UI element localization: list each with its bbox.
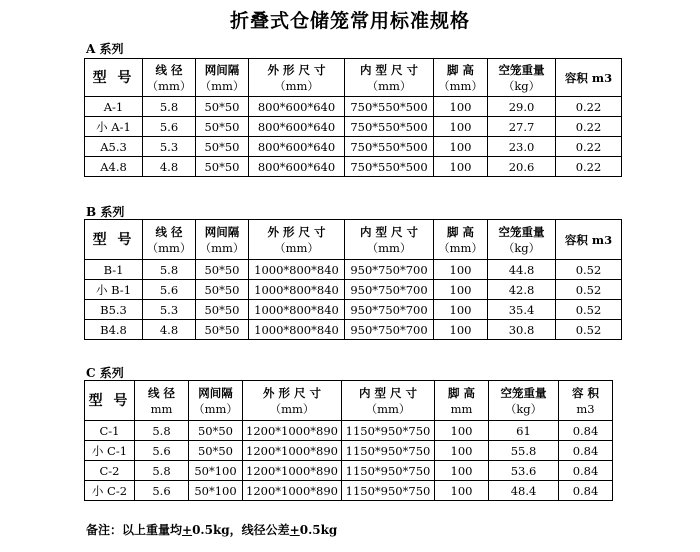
cell-outer: 1200*1000*890: [243, 441, 342, 461]
cell-volume: 0.22: [556, 137, 622, 157]
cell-wire: 5.8: [135, 461, 189, 481]
cell-wire: 5.8: [143, 260, 196, 280]
cell-mesh: 50*50: [196, 280, 249, 300]
table-row: [85, 481, 613, 501]
cell-volume: 0.84: [559, 441, 613, 461]
cell-foot: 100: [434, 300, 488, 320]
cell-weight: 30.8: [488, 320, 556, 340]
cell-foot: 100: [435, 461, 489, 481]
header-volume: 容积 m3: [556, 220, 622, 260]
cell-outer: 1000*800*840: [249, 280, 345, 300]
table-row: [85, 441, 613, 461]
cell-wire: 5.8: [135, 421, 189, 441]
cell-model: B-1: [85, 260, 143, 280]
cell-foot: 100: [434, 117, 488, 137]
table-row: [85, 260, 622, 280]
cell-foot: 100: [434, 260, 488, 280]
header-volume: 容积 m3: [556, 59, 622, 97]
cell-mesh: 50*50: [189, 421, 243, 441]
cell-inner: 1150*950*750: [342, 481, 435, 501]
cell-foot: 100: [434, 280, 488, 300]
cell-foot: 100: [435, 421, 489, 441]
header-wire: 线 径 （mm）: [143, 59, 196, 97]
cell-inner: 1150*950*750: [342, 421, 435, 441]
header-inner-size: 内 型 尺 寸 （mm）: [342, 381, 435, 421]
header-mesh: 网间隔 （mm）: [196, 220, 249, 260]
cell-volume: 0.84: [559, 461, 613, 481]
table-row: [85, 117, 622, 137]
table-row: [85, 320, 622, 340]
header-mesh: 网间隔 （mm）: [196, 59, 249, 97]
cell-inner: 950*750*700: [345, 300, 434, 320]
cell-weight: 29.0: [488, 97, 556, 117]
cell-mesh: 50*100: [189, 461, 243, 481]
cell-wire: 5.6: [143, 280, 196, 300]
cell-weight: 42.8: [488, 280, 556, 300]
footnote-weight-tolerance: 0.5kg，线径公差: [192, 523, 290, 537]
header-wire: 线 径 mm: [135, 381, 189, 421]
cell-mesh: 50*50: [189, 441, 243, 461]
cell-weight: 48.4: [489, 481, 559, 501]
header-empty-weight: 空笼重量 （kg）: [488, 220, 556, 260]
cell-outer: 800*600*640: [249, 97, 345, 117]
cell-model: A-1: [85, 97, 143, 117]
header-model: 型 号: [85, 59, 143, 97]
cell-volume: 0.84: [559, 481, 613, 501]
cell-model: A5.3: [85, 137, 143, 157]
cell-foot: 100: [435, 481, 489, 501]
cell-model: 小 B-1: [85, 280, 143, 300]
cell-mesh: 50*50: [196, 320, 249, 340]
cell-foot: 100: [435, 441, 489, 461]
cell-model: 小 C-2: [85, 481, 135, 501]
cell-wire: 4.8: [143, 320, 196, 340]
header-wire: 线 径 （mm）: [143, 220, 196, 260]
cell-inner: 950*750*700: [345, 260, 434, 280]
cell-volume: 0.52: [556, 260, 622, 280]
plus-minus-sign: +: [289, 523, 300, 537]
table-row: [85, 280, 622, 300]
table-header-row: [85, 220, 622, 260]
cell-outer: 1000*800*840: [249, 260, 345, 280]
header-model: 型 号: [85, 381, 135, 421]
header-inner-size: 内 型 尺 寸 （mm）: [345, 59, 434, 97]
cell-outer: 1200*1000*890: [243, 481, 342, 501]
cell-outer: 1200*1000*890: [243, 421, 342, 441]
cell-model: C-1: [85, 421, 135, 441]
header-mesh: 网间隔 （mm）: [189, 381, 243, 421]
cell-outer: 1000*800*840: [249, 300, 345, 320]
cell-mesh: 50*50: [196, 117, 249, 137]
cell-inner: 950*750*700: [345, 320, 434, 340]
header-volume: 容 积 m3: [559, 381, 613, 421]
cell-outer: 1000*800*840: [249, 320, 345, 340]
cell-wire: 5.6: [135, 481, 189, 501]
cell-weight: 35.4: [488, 300, 556, 320]
page-title: 折叠式仓储笼常用标准规格: [229, 10, 470, 32]
cell-outer: 800*600*640: [249, 117, 345, 137]
cell-inner: 750*550*500: [345, 157, 434, 177]
cell-foot: 100: [434, 320, 488, 340]
cell-outer: 800*600*640: [249, 157, 345, 177]
cell-volume: 0.22: [556, 157, 622, 177]
cell-wire: 5.8: [143, 97, 196, 117]
cell-mesh: 50*50: [196, 260, 249, 280]
cell-wire: 5.3: [143, 137, 196, 157]
table-header-row: [85, 59, 622, 97]
cell-inner: 1150*950*750: [342, 461, 435, 481]
section-label-b: B 系列: [86, 205, 125, 219]
spec-table-a: [84, 58, 622, 177]
cell-wire: 4.8: [143, 157, 196, 177]
table-row: [85, 137, 622, 157]
cell-foot: 100: [434, 137, 488, 157]
header-foot-height: 脚 高 （mm）: [434, 220, 488, 260]
cell-mesh: 50*50: [196, 157, 249, 177]
cell-outer: 800*600*640: [249, 137, 345, 157]
header-outer-size: 外 形 尺 寸 （mm）: [249, 220, 345, 260]
section-label-c: C 系列: [86, 366, 124, 380]
cell-mesh: 50*50: [196, 97, 249, 117]
table-row: [85, 300, 622, 320]
cell-foot: 100: [434, 157, 488, 177]
cell-inner: 750*550*500: [345, 117, 434, 137]
section-label-a: A 系列: [86, 42, 124, 56]
cell-inner: 750*550*500: [345, 137, 434, 157]
spec-table-b: [84, 219, 622, 340]
cell-volume: 0.52: [556, 300, 622, 320]
header-inner-size: 内 型 尺 寸 （mm）: [345, 220, 434, 260]
cell-model: A4.8: [85, 157, 143, 177]
cell-mesh: 50*50: [196, 300, 249, 320]
footnote-prefix: 备注：以上重量均: [86, 523, 183, 537]
cell-weight: 55.8: [489, 441, 559, 461]
cell-weight: 61: [489, 421, 559, 441]
cell-model: B5.3: [85, 300, 143, 320]
cell-weight: 20.6: [488, 157, 556, 177]
header-empty-weight: 空笼重量 （kg）: [489, 381, 559, 421]
cell-model: C-2: [85, 461, 135, 481]
footnote: [86, 521, 337, 538]
cell-wire: 5.6: [143, 117, 196, 137]
table-row: [85, 421, 613, 441]
header-outer-size: 外 形 尺 寸 （mm）: [249, 59, 345, 97]
header-foot-height: 脚 高 mm: [435, 381, 489, 421]
cell-model: 小 C-1: [85, 441, 135, 461]
cell-volume: 0.52: [556, 280, 622, 300]
cell-mesh: 50*50: [196, 137, 249, 157]
header-model: 型 号: [85, 220, 143, 260]
cell-volume: 0.22: [556, 97, 622, 117]
cell-volume: 0.22: [556, 117, 622, 137]
cell-weight: 27.7: [488, 117, 556, 137]
cell-weight: 44.8: [488, 260, 556, 280]
cell-weight: 53.6: [489, 461, 559, 481]
cell-weight: 23.0: [488, 137, 556, 157]
cell-inner: 950*750*700: [345, 280, 434, 300]
cell-inner: 1150*950*750: [342, 441, 435, 461]
table-row: [85, 97, 622, 117]
table-row: [85, 461, 613, 481]
cell-volume: 0.84: [559, 421, 613, 441]
header-outer-size: 外 形 尺 寸 （mm）: [243, 381, 342, 421]
cell-inner: 750*550*500: [345, 97, 434, 117]
cell-foot: 100: [434, 97, 488, 117]
plus-minus-sign: +: [182, 523, 193, 537]
cell-volume: 0.52: [556, 320, 622, 340]
header-foot-height: 脚 高 （mm）: [434, 59, 488, 97]
cell-outer: 1200*1000*890: [243, 461, 342, 481]
cell-wire: 5.3: [143, 300, 196, 320]
spec-table-c: [84, 380, 613, 501]
footnote-wire-tolerance: 0.5kg: [299, 523, 338, 537]
cell-model: 小 A-1: [85, 117, 143, 137]
cell-wire: 5.6: [135, 441, 189, 461]
cell-model: B4.8: [85, 320, 143, 340]
cell-mesh: 50*100: [189, 481, 243, 501]
table-row: [85, 157, 622, 177]
header-empty-weight: 空笼重量 （kg）: [488, 59, 556, 97]
table-header-row: [85, 381, 613, 421]
